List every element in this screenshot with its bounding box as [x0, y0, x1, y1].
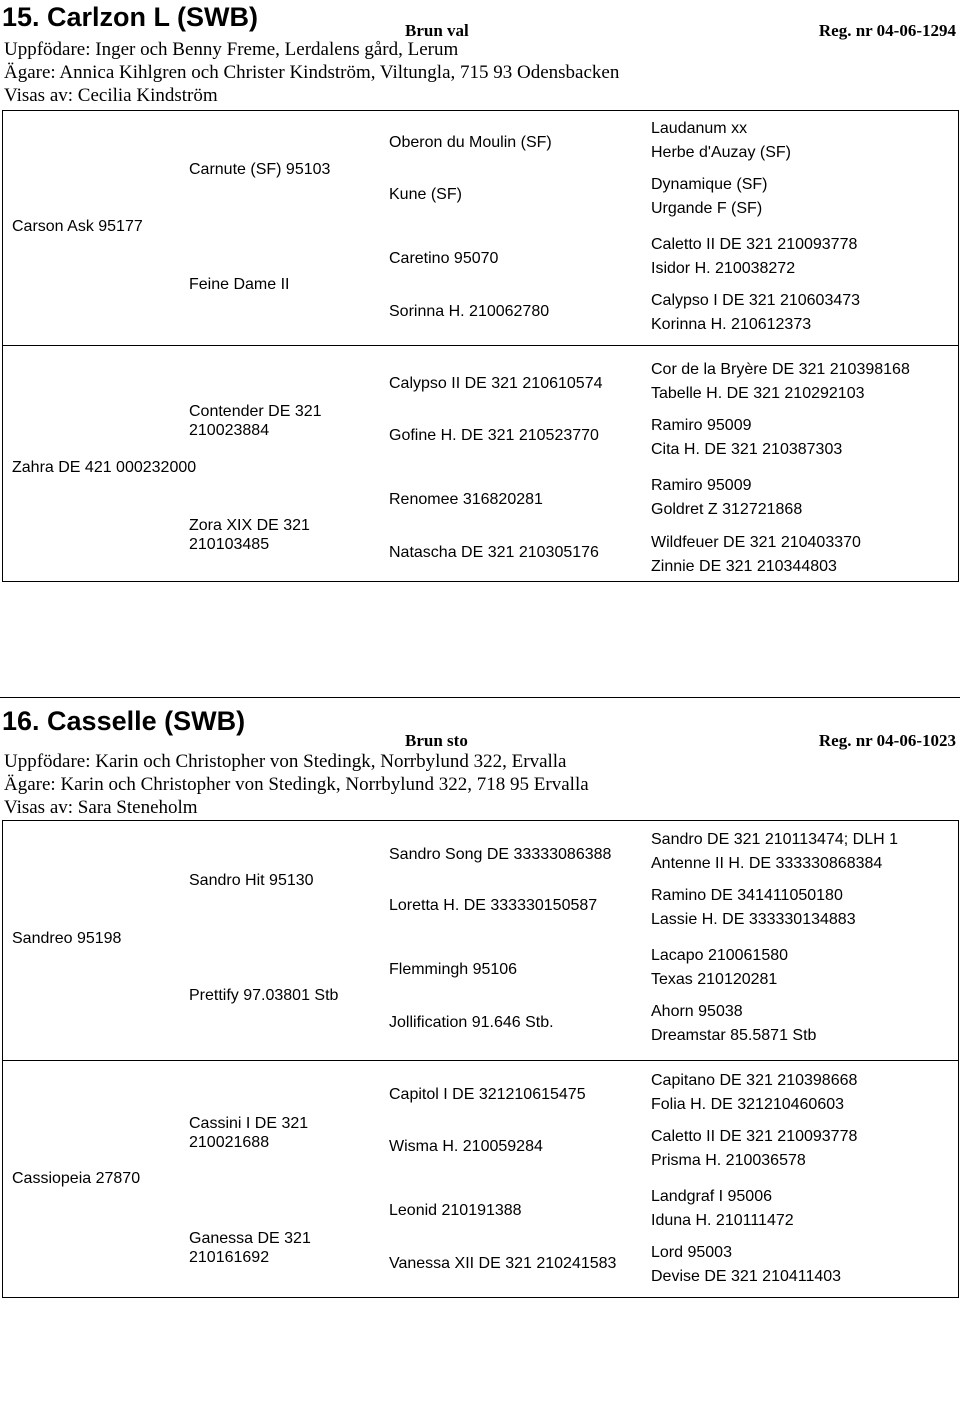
great-grandparent: Vanessa XII DE 321 210241583 [389, 1255, 617, 1272]
great-great-grandparent: Ramino DE 341411050180 [651, 887, 843, 904]
sire-dam: Feine Dame II [189, 276, 290, 293]
pedigree-frame [2, 110, 959, 582]
great-grandparent: Oberon du Moulin (SF) [389, 134, 552, 151]
great-great-grandparent: Ramiro 95009 [651, 477, 752, 494]
great-grandparent: Sandro Song DE 33333086388 [389, 846, 612, 863]
great-grandparent: Natascha DE 321 210305176 [389, 544, 599, 561]
great-great-grandparent: Devise DE 321 210411403 [651, 1268, 842, 1285]
great-great-grandparent: Capitano DE 321 210398668 [651, 1072, 858, 1089]
great-great-grandparent: Lacapo 210061580 [651, 947, 789, 964]
great-grandparent: Capitol I DE 321210615475 [389, 1086, 586, 1103]
great-grandparent: Jollification 91.646 Stb. [389, 1014, 554, 1031]
great-great-grandparent: Caletto II DE 321 210093778 [651, 1128, 858, 1145]
great-grandparent: Gofine H. DE 321 210523770 [389, 427, 599, 444]
breeder: Uppfödare: Karin och Christopher von Stedingk, Norrbylund 322, Ervalla [4, 751, 567, 772]
pedigree-divider [2, 345, 959, 346]
great-great-grandparent: Laudanum xx [651, 120, 748, 137]
color-sex: Brun sto [405, 731, 468, 750]
great-great-grandparent: Ahorn 95038 [651, 1003, 743, 1020]
dam-dam: Zora XIX DE 321 210103485 [189, 517, 310, 553]
great-great-grandparent: Urgande F (SF) [651, 200, 763, 217]
great-grandparent: Leonid 210191388 [389, 1202, 522, 1219]
great-great-grandparent: Ramiro 95009 [651, 417, 752, 434]
sire: Carson Ask 95177 [12, 218, 143, 235]
great-great-grandparent: Lord 95003 [651, 1244, 732, 1261]
great-great-grandparent: Cita H. DE 321 210387303 [651, 441, 843, 458]
great-great-grandparent: Dreamstar 85.5871 Stb [651, 1027, 817, 1044]
great-grandparent: Flemmingh 95106 [389, 961, 518, 978]
sire-dam: Prettify 97.03801 Stb [189, 987, 339, 1004]
great-great-grandparent: Herbe d'Auzay (SF) [651, 144, 791, 161]
entry-heading: 16. Casselle (SWB) [2, 706, 246, 736]
great-grandparent: Kune (SF) [389, 186, 462, 203]
great-great-grandparent: Prisma H. 210036578 [651, 1152, 806, 1169]
great-great-grandparent: Sandro DE 321 210113474; DLH 1 [651, 831, 898, 848]
great-grandparent: Loretta H. DE 333330150587 [389, 897, 598, 914]
great-great-grandparent: Texas 210120281 [651, 971, 778, 988]
dam-dam: Ganessa DE 321 210161692 [189, 1230, 311, 1266]
great-great-grandparent: Lassie H. DE 333330134883 [651, 911, 856, 928]
great-great-grandparent: Isidor H. 210038272 [651, 260, 796, 277]
great-great-grandparent: Folia H. DE 321210460603 [651, 1096, 845, 1113]
great-great-grandparent: Dynamique (SF) [651, 176, 768, 193]
dam: Cassiopeia 27870 [12, 1170, 141, 1187]
great-great-grandparent: Korinna H. 210612373 [651, 316, 812, 333]
great-great-grandparent: Landgraf I 95006 [651, 1188, 772, 1205]
great-great-grandparent: Calypso I DE 321 210603473 [651, 292, 861, 309]
great-great-grandparent: Goldret Z 312721868 [651, 501, 803, 518]
great-grandparent: Sorinna H. 210062780 [389, 303, 550, 320]
registration-number: Reg. nr 04-06-1023 [818, 731, 956, 750]
great-great-grandparent: Wildfeuer DE 321 210403370 [651, 534, 861, 551]
great-grandparent: Caretino 95070 [389, 250, 499, 267]
shown-by: Visas av: Cecilia Kindström [4, 85, 218, 106]
great-grandparent: Calypso II DE 321 210610574 [389, 375, 603, 392]
great-great-grandparent: Cor de la Bryère DE 321 210398168 [651, 361, 910, 378]
great-grandparent: Renomee 316820281 [389, 491, 543, 508]
owner: Ägare: Karin och Christopher von Stedingk, Norrbylund 322, 718 95 Ervalla [4, 774, 589, 795]
entry-heading: 15. Carlzon L (SWB) [2, 2, 259, 32]
breeder: Uppfödare: Inger och Benny Freme, Lerdalens gård, Lerum [4, 39, 459, 60]
dam-sire: Cassini I DE 321 210021688 [189, 1115, 309, 1151]
owner: Ägare: Annica Kihlgren och Christer Kindström, Viltungla, 715 93 Odensbacken [4, 62, 620, 83]
pedigree-divider [2, 1060, 959, 1061]
dam-sire: Contender DE 321 210023884 [189, 403, 322, 439]
great-great-grandparent: Zinnie DE 321 210344803 [651, 558, 837, 575]
great-great-grandparent: Tabelle H. DE 321 210292103 [651, 385, 865, 402]
great-great-grandparent: Antenne II H. DE 333330868384 [651, 855, 883, 872]
sire-sire: Carnute (SF) 95103 [189, 161, 331, 178]
great-grandparent: Wisma H. 210059284 [389, 1138, 543, 1155]
sire: Sandreo 95198 [12, 930, 122, 947]
great-great-grandparent: Caletto II DE 321 210093778 [651, 236, 858, 253]
great-great-grandparent: Iduna H. 210111472 [651, 1212, 794, 1229]
section-separator [0, 697, 960, 698]
color-sex: Brun val [405, 21, 469, 40]
registration-number: Reg. nr 04-06-1294 [818, 21, 956, 40]
dam-line-1: Zahra DE 421 000232000 [12, 459, 197, 476]
sire-sire: Sandro Hit 95130 [189, 872, 314, 889]
shown-by: Visas av: Sara Steneholm [4, 797, 198, 818]
